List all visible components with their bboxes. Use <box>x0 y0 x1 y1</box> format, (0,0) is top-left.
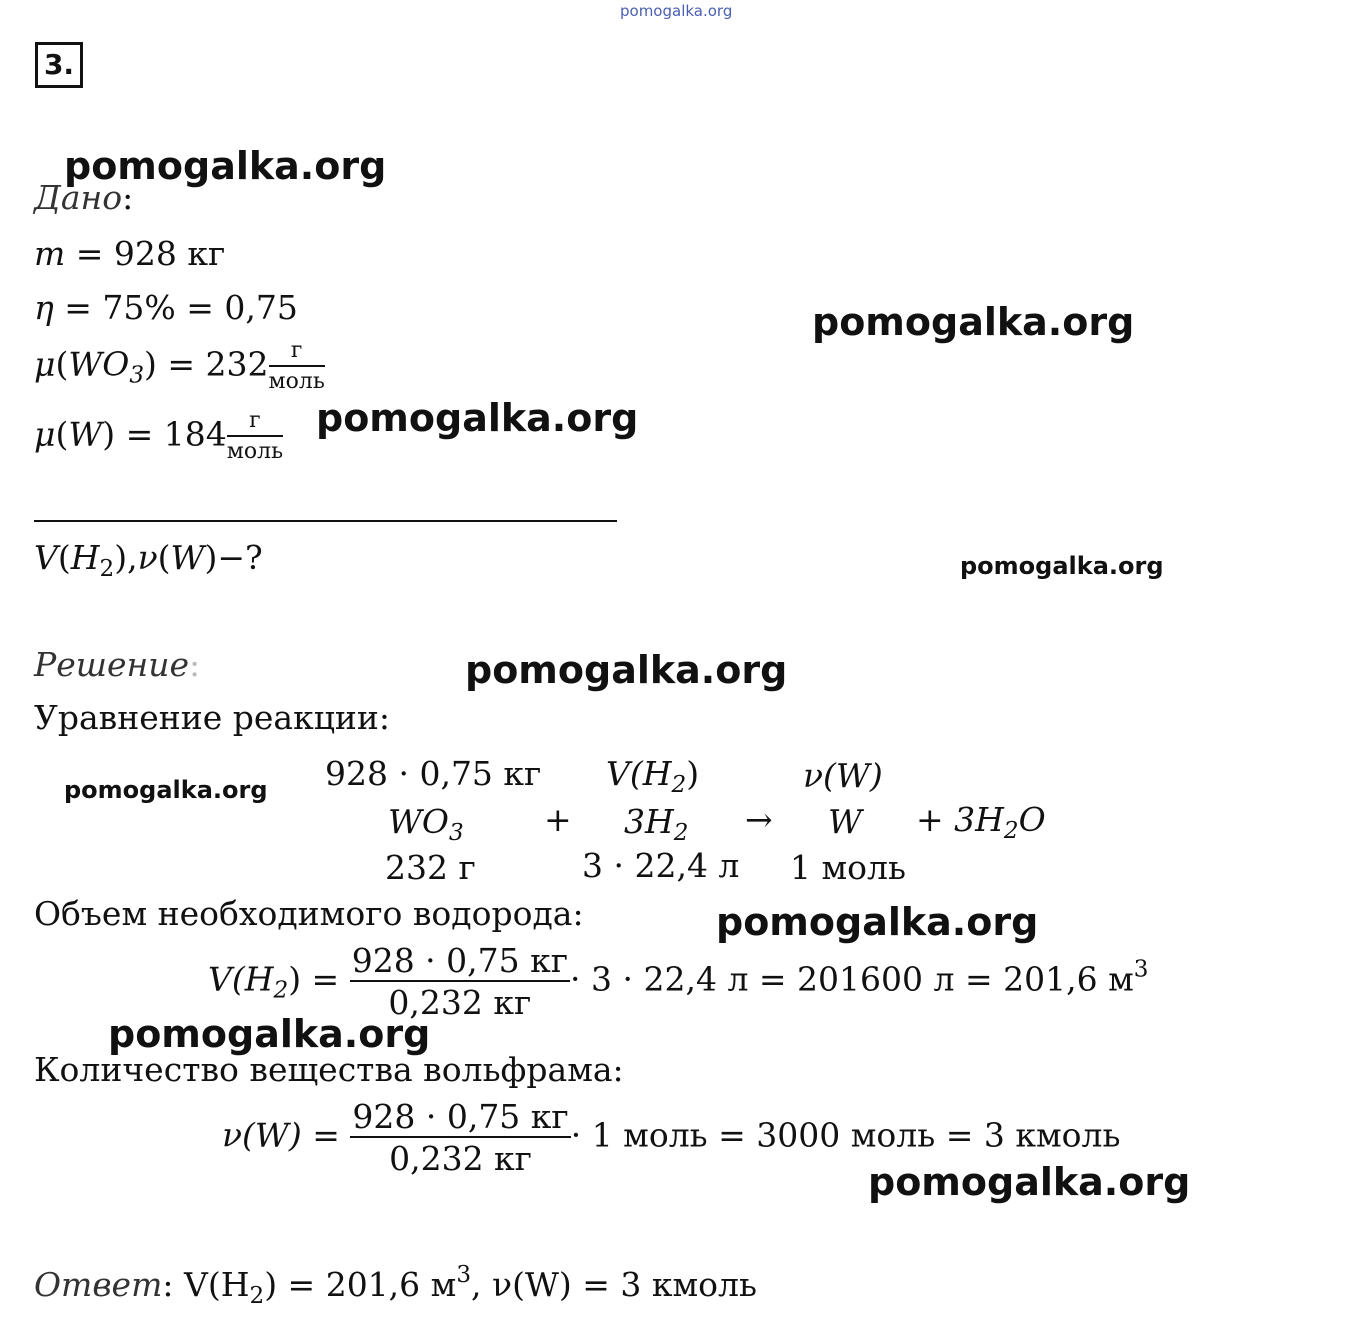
reaction-arrow: → <box>745 800 773 839</box>
watermark: pomogalka.org <box>812 300 1135 344</box>
reaction-bottom-mole: 1 моль <box>790 848 906 887</box>
watermark: pomogalka.org <box>716 900 1039 944</box>
watermark: pomogalka.org <box>465 648 788 692</box>
given-divider <box>34 520 617 522</box>
watermark: pomogalka.org <box>960 552 1164 580</box>
answer-heading: Ответ <box>34 1264 163 1304</box>
volume-title: Объем необходимого водорода: <box>34 894 584 933</box>
reaction-top-nuw: ν(W) <box>803 756 883 795</box>
volume-equation: $V(H_2)$ = $\frac{928 \cdot 0,75 кг}{0,232 кг}$ · 3 · 22,4 л = 201600 л = 201,6 $м^3$ <box>208 941 1149 1022</box>
reaction-top-mass: 928 · 0,75 кг <box>325 754 542 793</box>
amount-title: Количество вещества вольфрама: <box>34 1050 624 1089</box>
equation-title: Уравнение реакции: <box>34 698 391 737</box>
find-line: $V(H_2),\nu(W)-$? <box>34 538 263 582</box>
reaction-top-vh2: $V(H_2)$ <box>606 754 700 798</box>
amount-equation: ν(W) = $\frac{928 \cdot 0,75 кг}{0,232 кг}$ · 1 моль = 3000 моль = 3 кмоль <box>222 1097 1121 1178</box>
given-colon: : <box>122 178 134 217</box>
volume-fraction: $\frac{928 \cdot 0,75 кг}{0,232 кг}$ <box>351 941 569 1022</box>
reaction-bottom-volume: 3 · 22,4 л <box>582 846 740 885</box>
reaction-plus-1: + <box>544 800 572 839</box>
problem-number: 3. <box>35 42 83 88</box>
solution-heading-line: Решение: <box>34 645 201 684</box>
given-mass: m = 928 кг <box>34 234 226 273</box>
given-mu-wo3: $\mu(WO_3) = 232$ $\frac{г}{\text{моль}}$ <box>34 338 325 394</box>
amount-fraction: $\frac{928 \cdot 0,75 кг}{0,232 кг}$ <box>352 1097 569 1178</box>
given-eta: η = 75% = 0,75 <box>34 288 298 327</box>
given-mu-w: μ(W) = 184 $\frac{г}{\text{моль}}$ <box>34 408 284 464</box>
reaction-wo3: $WO_3$ <box>388 802 464 846</box>
unit-fraction: $\frac{г}{\text{моль}}$ <box>226 408 284 464</box>
given-heading: Дано <box>34 178 123 217</box>
solution-heading: Решение <box>34 645 190 684</box>
answer-line: Ответ: $V(H_2) = 201,6$ $м^3$, ν(W) = 3 кмоль <box>34 1262 757 1309</box>
watermark: pomogalka.org <box>108 1012 431 1056</box>
watermark: pomogalka.org <box>868 1160 1191 1204</box>
unit-fraction: $\frac{г}{\text{моль}}$ <box>268 338 325 394</box>
reaction-3h2: $3H_2$ <box>624 802 689 846</box>
watermark: pomogalka.org <box>316 396 639 440</box>
watermark-top: pomogalka.org <box>620 2 733 20</box>
watermark: pomogalka.org <box>64 776 268 804</box>
reaction-3h2o: + $3H_2O$ <box>916 800 1046 844</box>
watermark: pomogalka.org <box>64 144 387 188</box>
reaction-w: W <box>828 802 862 841</box>
reaction-bottom-mass: 232 г <box>385 848 476 887</box>
